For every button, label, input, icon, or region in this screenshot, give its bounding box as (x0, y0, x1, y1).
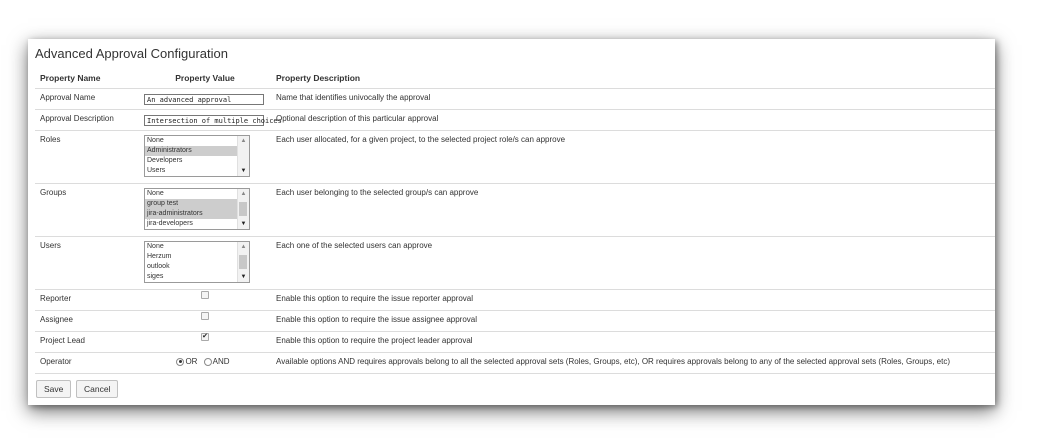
users-option[interactable]: Herzum (147, 253, 172, 260)
table-row-operator (35, 353, 995, 374)
table-row-roles (35, 131, 995, 184)
roles-option[interactable]: Administrators (145, 146, 248, 156)
table-row-users (35, 237, 995, 290)
groups-option[interactable]: group test (145, 199, 248, 209)
groups-option[interactable]: None (147, 190, 164, 197)
approval-config-panel (28, 39, 995, 405)
table-row-reporter (35, 290, 995, 311)
roles-label: Roles (35, 131, 139, 184)
table-header-row (35, 68, 995, 89)
roles-option[interactable]: Developers (147, 157, 183, 164)
groups-option[interactable]: jira-administrators (145, 209, 248, 219)
roles-option[interactable]: Users (147, 167, 166, 174)
assignee-label: Assignee (35, 311, 139, 332)
users-listbox[interactable] (144, 241, 250, 283)
project-lead-label: Project Lead (35, 332, 139, 353)
approval-description-label: Approval Description (35, 110, 139, 131)
groups-description: Each user belonging to the selected group/s can approve (271, 184, 995, 237)
roles-option[interactable]: None (147, 137, 164, 144)
table-row-approval-name (35, 89, 995, 110)
assignee-description: Enable this option to require the issue assignee approval (271, 311, 995, 332)
operator-and-radio[interactable] (204, 358, 212, 366)
reporter-description: Enable this option to require the issue reporter approval (271, 290, 995, 311)
reporter-label: Reporter (35, 290, 139, 311)
chevron-down-icon[interactable]: ▼ (240, 168, 247, 174)
chevron-down-icon[interactable]: ▼ (240, 274, 247, 280)
users-option[interactable]: None (147, 243, 164, 250)
chevron-up-icon[interactable]: ▲ (240, 191, 247, 197)
roles-description: Each user allocated, for a given project, to the selected project role/s can approve (271, 131, 995, 184)
groups-listbox[interactable] (144, 188, 250, 230)
operator-label: Operator (35, 353, 139, 374)
project-lead-checkbox[interactable] (201, 333, 209, 341)
users-label: Users (35, 237, 139, 290)
save-button[interactable]: Save (36, 380, 71, 398)
approval-name-input[interactable]: An advanced approval (144, 94, 264, 105)
operator-description: Available options AND requires approvals belong to all the selected approval sets (Roles, Groups, etc), OR requires approvals belong to any of the selected approval sets (Roles, Groups, etc) (271, 353, 995, 374)
groups-scrollbar[interactable] (237, 189, 249, 229)
table-row-project-lead (35, 332, 995, 353)
scrollbar-thumb[interactable] (239, 255, 247, 269)
approval-description-input[interactable]: Intersection of multiple choices (144, 115, 264, 126)
scrollbar-thumb[interactable] (239, 202, 247, 216)
header-property-value: Property Value (175, 73, 235, 83)
assignee-checkbox[interactable] (201, 312, 209, 320)
users-scrollbar[interactable] (237, 242, 249, 282)
groups-label: Groups (35, 184, 139, 237)
operator-or-label: OR (185, 357, 198, 367)
chevron-up-icon[interactable]: ▲ (240, 138, 247, 144)
chevron-down-icon[interactable]: ▼ (240, 221, 247, 227)
project-lead-description: Enable this option to require the project leader approval (271, 332, 995, 353)
groups-option[interactable]: jira-developers (147, 220, 193, 227)
properties-table (35, 68, 995, 374)
reporter-checkbox[interactable] (201, 291, 209, 299)
roles-scrollbar[interactable] (237, 136, 249, 176)
header-property-description: Property Description (276, 73, 361, 83)
users-description: Each one of the selected users can approve (271, 237, 995, 290)
cancel-button[interactable]: Cancel (76, 380, 118, 398)
approval-name-label: Approval Name (35, 89, 139, 110)
approval-description-description: Optional description of this particular approval (271, 110, 995, 131)
check-icon: ✔ (202, 332, 208, 340)
header-property-name: Property Name (40, 73, 101, 83)
table-row-approval-description (35, 110, 995, 131)
users-option[interactable]: outlook (147, 263, 170, 270)
table-row-assignee (35, 311, 995, 332)
table-row-groups (35, 184, 995, 237)
roles-listbox[interactable] (144, 135, 250, 177)
users-option[interactable]: siges (147, 273, 164, 280)
chevron-up-icon[interactable]: ▲ (240, 244, 247, 250)
operator-and-label: AND (212, 357, 230, 367)
approval-name-description: Name that identifies univocally the approval (271, 89, 995, 110)
page-title: Advanced Approval Configuration (35, 46, 228, 61)
operator-or-radio[interactable] (176, 358, 184, 366)
